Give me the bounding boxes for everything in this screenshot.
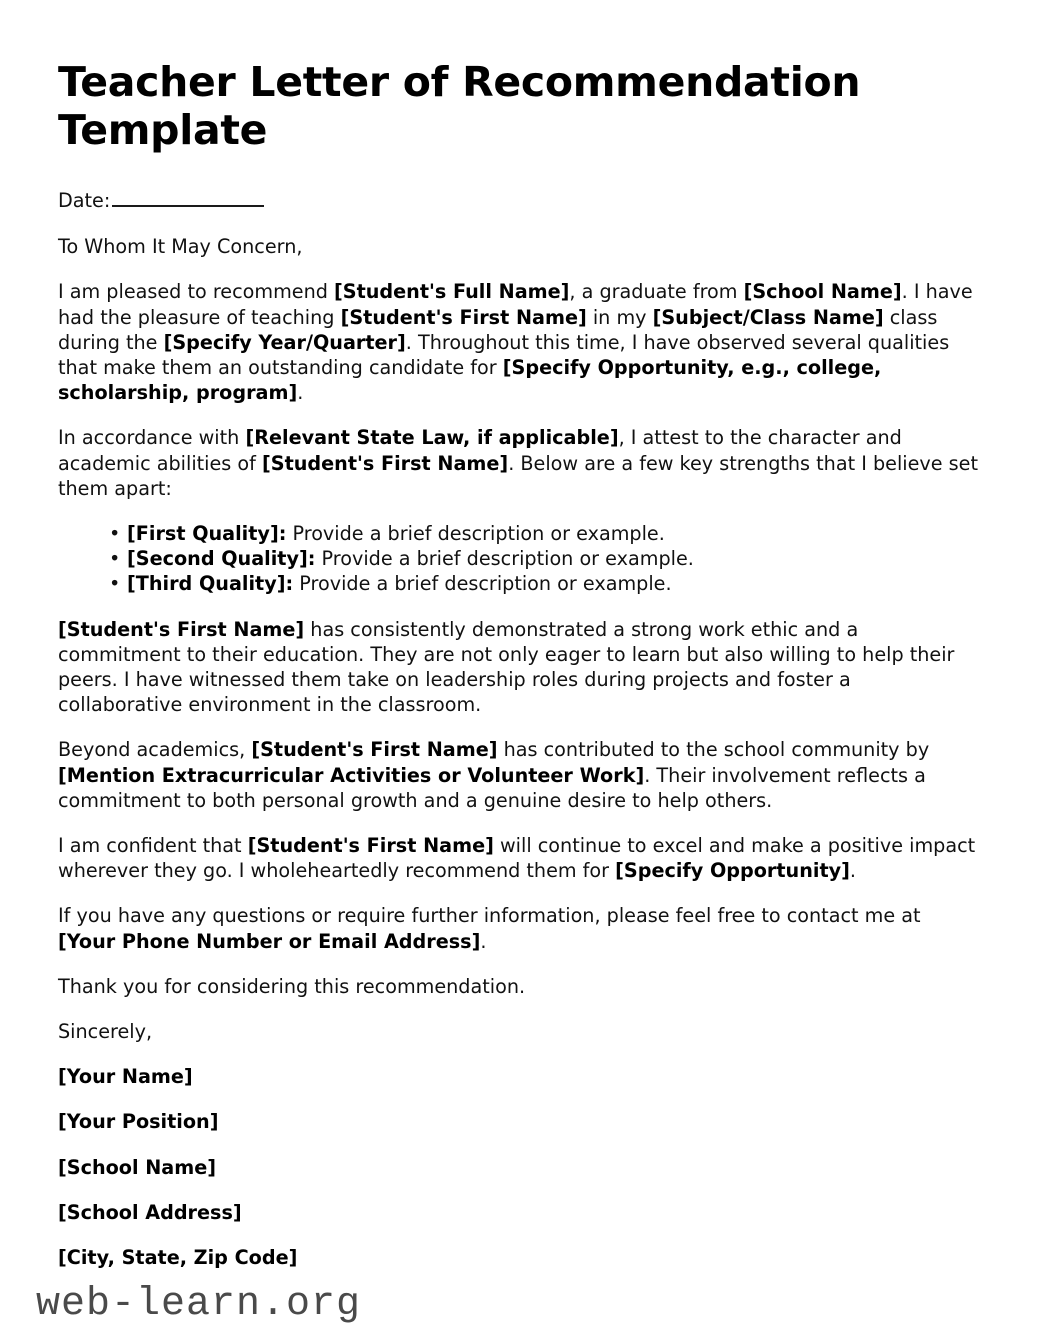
quality-label: [Third Quality]: [127,572,294,596]
placeholder-token: [Mention Extracurricular Activities or Volunteer Work] [58,763,645,787]
quality-description: Provide a brief description or example. [293,572,672,596]
body-text-run: . [297,381,304,405]
list-item [109,521,980,546]
paragraph-confidence [58,833,980,883]
list-item [109,571,980,596]
paragraph-attestation [58,425,980,501]
signature-line: [City, State, Zip Code] [58,1246,298,1270]
page-title: Teacher Letter of Recommendation Template [58,58,861,154]
body-text-run: . I have had the pleasure of teaching [58,280,973,329]
body-text-run: . [480,929,487,953]
paragraph-extracurricular [58,737,980,813]
body-text-run: will continue to excel and make a positive impact wherever they go. I wholeheartedly recommend them for [58,834,976,883]
body-text-run: . Throughout this time, I have observed several qualities that make them an outstanding candidate for [58,330,950,380]
bullet-icon: • [109,547,121,571]
list-item [109,546,980,571]
site-watermark: web-learn.org [36,1282,362,1327]
qualities-list [58,521,980,597]
placeholder-token: [Student's First Name] [340,305,587,329]
body-text-run: Beyond academics, [58,738,252,762]
placeholder-token: [Student's First Name] [251,738,498,762]
signature-line: [Your Name] [58,1065,193,1089]
quality-description: Provide a brief description or example. [286,522,665,546]
body-text-run: Thank you for considering this recommendation. [58,974,526,998]
date-blank-rule[interactable] [112,191,264,207]
body-text-run: I am pleased to recommend [58,280,335,304]
placeholder-token: [Student's First Name] [247,834,494,858]
paragraph-intro [58,279,980,405]
placeholder-token: [School Name] [743,280,902,304]
placeholder-token: [Relevant State Law, if applicable] [245,426,619,450]
signature-line: [Your Position] [58,1110,219,1134]
quality-description: Provide a brief description or example. [315,547,694,571]
date-field-line [58,188,980,213]
salutation: To Whom It May Concern, [58,235,303,259]
paragraph-contact [58,903,980,953]
signature-block [58,1064,980,1270]
body-text-run: has contributed to the school community by [497,738,930,762]
placeholder-token: [Specify Year/Quarter] [163,330,406,354]
signature-line: [School Address] [58,1200,242,1224]
placeholder-token: [Your Phone Number or Email Address] [58,929,481,953]
paragraph-work-ethic [58,617,980,718]
signature-line: [School Name] [58,1155,217,1179]
quality-label: [First Quality]: [127,522,287,546]
paragraph-thanks [58,974,980,999]
placeholder-token: [Student's First Name] [58,617,305,641]
placeholder-token: [Subject/Class Name] [652,305,884,329]
body-text-run: , a graduate from [569,280,744,304]
quality-label: [Second Quality]: [127,547,316,571]
bullet-icon: • [109,522,121,546]
date-label: Date: [58,189,111,212]
closing-salutation: Sincerely, [58,1020,153,1044]
body-text-run: . Their involvement reflects a commitment to both personal growth and a genuine desire to help others. [58,763,926,812]
body-text-run: , I attest to the character and academic abilities of [58,426,902,475]
body-text-run: In accordance with [58,426,246,450]
body-text-run: . Below are a few key strengths that I believe set them apart: [58,451,979,500]
body-text-run: in my [586,305,653,329]
placeholder-token: [Student's Full Name] [334,280,570,304]
body-paragraphs [58,617,980,999]
body-text-run: . [849,859,857,883]
placeholder-token: [Student's First Name] [262,451,509,475]
body-text-run: I am confident that [58,834,248,858]
body-text-run: If you have any questions or require further information, please feel free to contact me at [58,904,921,928]
body-text-run: has consistently demonstrated a strong work ethic and a commitment to their education. They are not only eager to learn but also willing to help their peers. I have witnessed them take on leadership roles during projects and foster a collaborative environment in the classroom. [58,617,955,717]
body-text-run: class during the [58,305,938,354]
intro-paragraphs [58,279,980,501]
placeholder-token: [Specify Opportunity, e.g., college, scholarship, program] [58,356,882,405]
placeholder-token: [Specify Opportunity] [615,859,850,883]
bullet-icon: • [109,572,121,596]
